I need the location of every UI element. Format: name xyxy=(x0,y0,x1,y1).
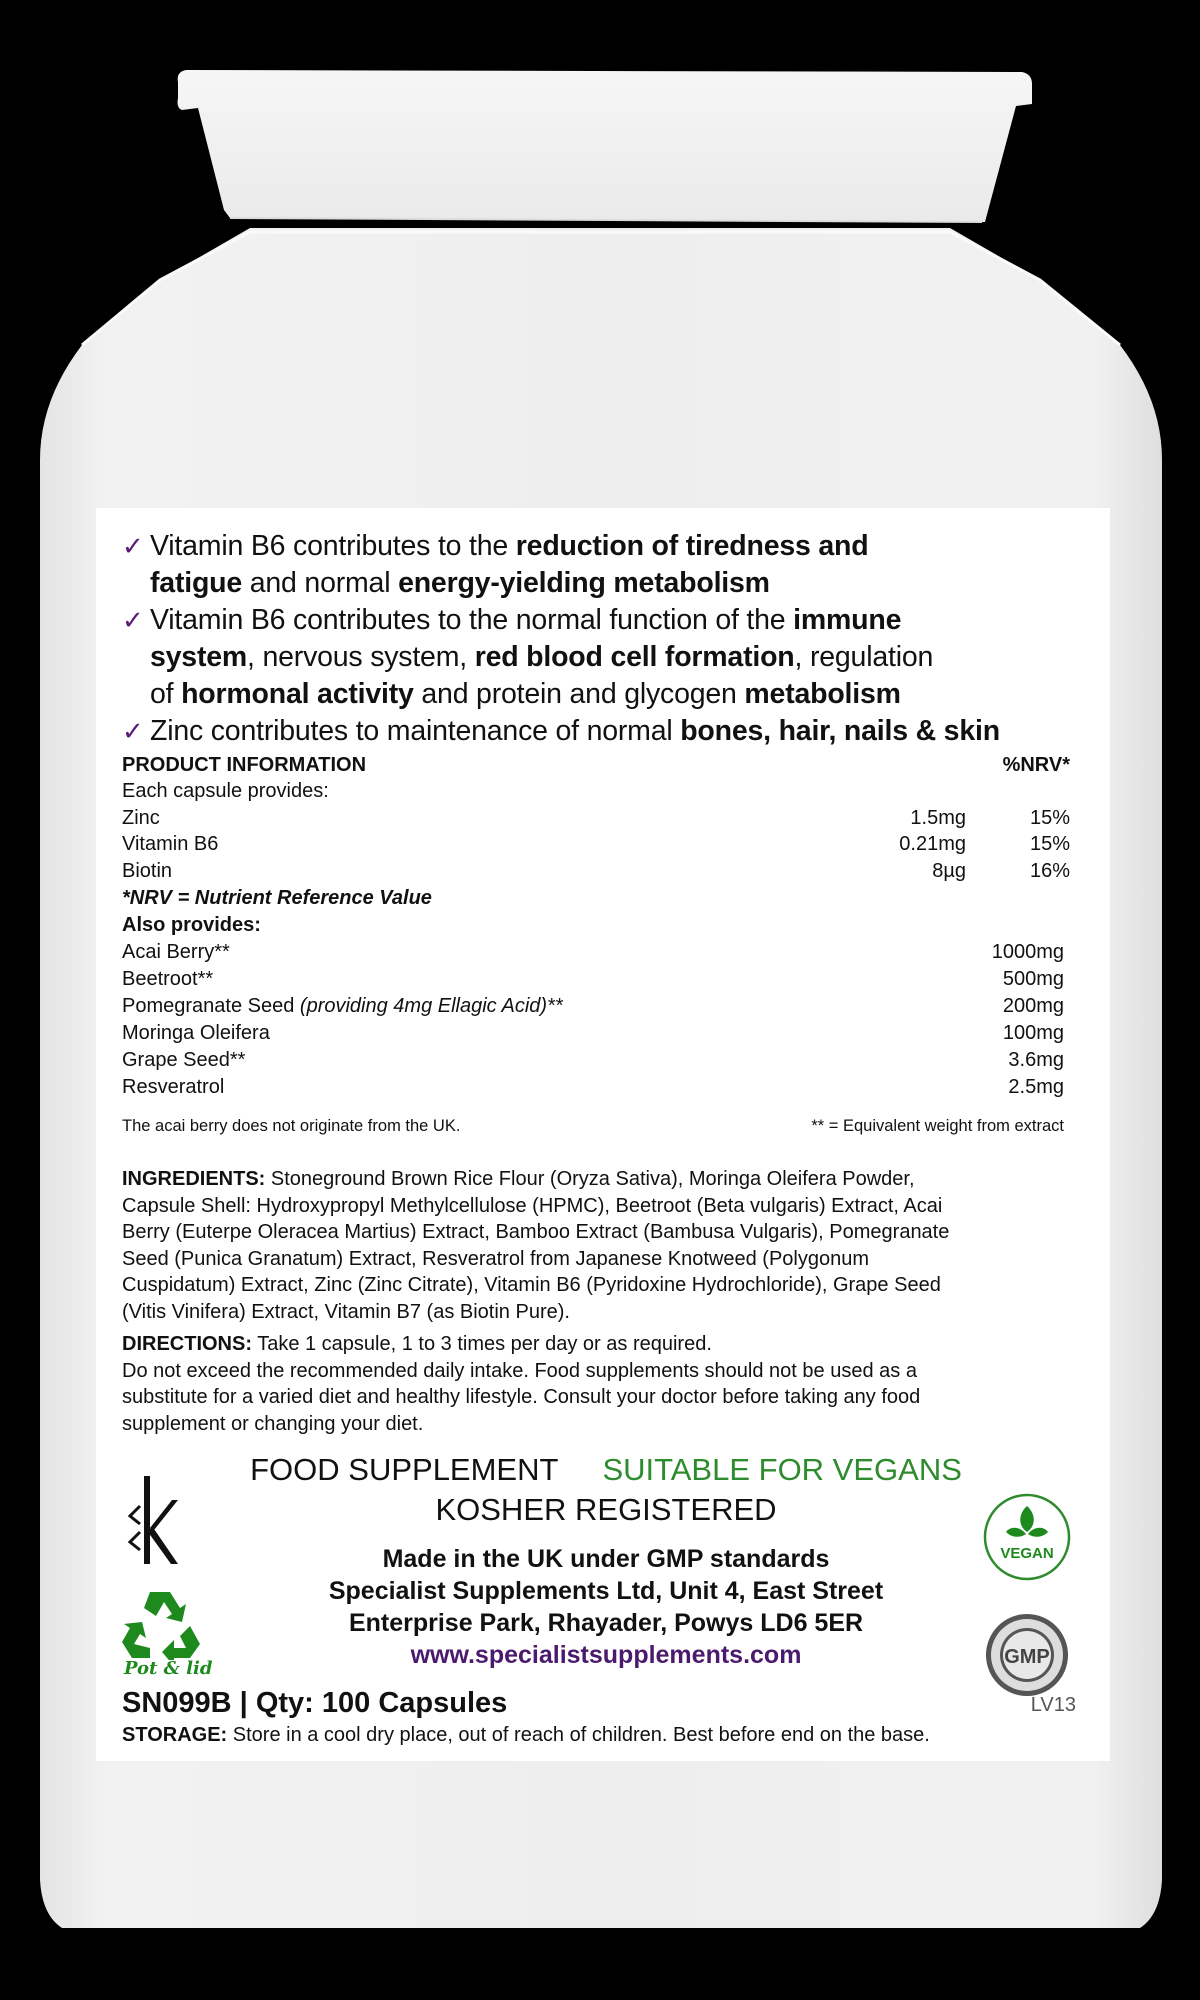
gmp-badge-text: GMP xyxy=(1004,1646,1050,1668)
claim-text: Zinc contributes to maintenance of normal xyxy=(150,715,681,747)
ingredients-section: INGREDIENTS: Stoneground Brown Rice Flour (Oryza Sativa), Moringa Oleifera Powder, Capsule Shell: Hydroxypropyl Methylcellulose (HPMC), Beetroot (Beta vulgaris) Extract, Acai Berry (Euterpe Oleracea Martius) Extract, Bamboo Extract (Bambusa Vulgaris), Pomegranate Seed (Punica Granatum) Extract, Resveratrol from Japanese Knotweed (Polygonum Cuspidatum) Extract, Zinc (Zinc Citrate), Vitamin B6 (Pyridoxine Hydrochloride), Grape Seed (Vitis Vinifera) Extract, Vitamin B7 (as Biotin Pure). xyxy=(122,1168,950,1323)
claim-text: Vitamin B6 contributes to the xyxy=(150,530,516,562)
claim-tiredness xyxy=(122,528,1102,602)
also-provides-row: Acai Berry** 1000mg xyxy=(122,941,1064,963)
checkmark-icon: ✓ xyxy=(122,605,144,635)
kosher-registered-text: KOSHER REGISTERED xyxy=(435,1492,777,1527)
vegan-badge-icon xyxy=(982,1492,1072,1582)
nutrient-row: Zinc 1.5mg 15% xyxy=(122,807,1070,829)
manufacturer-block xyxy=(246,1543,966,1671)
claim-bold: metabolism xyxy=(744,678,901,710)
product-info-header xyxy=(122,752,1070,778)
claim-text: of xyxy=(150,678,182,710)
claim-bold: red blood cell formation xyxy=(474,641,795,673)
claim-immune xyxy=(122,602,1102,713)
website-link[interactable]: www.specialistsupplements.com xyxy=(410,1641,802,1669)
recycle-caption: Pot & lid xyxy=(124,1658,213,1679)
each-capsule-label: Each capsule provides: xyxy=(122,780,329,802)
claim-bold: immune xyxy=(793,604,902,636)
nutrient-row: Vitamin B6 0.21mg 15% xyxy=(122,833,1070,855)
directions-label: DIRECTIONS: xyxy=(122,1333,252,1355)
product-info-title: PRODUCT INFORMATION xyxy=(122,754,367,776)
recycle-icon xyxy=(120,1586,204,1660)
claim-bold: reduction of tiredness and fatigue xyxy=(150,530,869,599)
kosher-k-icon xyxy=(126,1476,178,1566)
also-provides-row: Resveratrol 2.5mg xyxy=(122,1076,1064,1098)
address-line-2: Enterprise Park, Rhayader, Powys LD6 5ER xyxy=(348,1609,864,1637)
ingredients-label: INGREDIENTS: xyxy=(122,1168,266,1190)
gmp-badge-icon xyxy=(984,1612,1070,1698)
storage-text: STORAGE: Store in a cool dry place, out of reach of children. Best before end on the base. xyxy=(122,1724,930,1746)
label-version: LV13 xyxy=(1030,1694,1076,1716)
claim-text: and protein and glycogen xyxy=(413,678,745,710)
checkmark-icon: ✓ xyxy=(122,531,144,561)
claim-bold: hormonal activity xyxy=(181,678,414,710)
address-line-1: Specialist Supplements Ltd, Unit 4, East Street xyxy=(328,1577,884,1605)
also-provides-row: Moringa Oleifera 100mg xyxy=(122,1022,1064,1044)
directions-section: DIRECTIONS: Take 1 capsule, 1 to 3 times per day or as required. Do not exceed the recommended daily intake. Food supplements should not be used as a substitute for a varied diet and healthy lifestyle. Consult your doctor before taking any food supplement or changing your diet. xyxy=(122,1333,921,1435)
also-provides-row: Beetroot** 500mg xyxy=(122,968,1064,990)
origin-footnote: The acai berry does not originate from the UK. xyxy=(122,1117,461,1135)
product-code: SN099B | Qty: 100 Capsules xyxy=(122,1687,508,1719)
claim-bold: system xyxy=(150,641,248,673)
claim-bold: energy-yielding metabolism xyxy=(398,567,770,599)
extract-footnote: ** = Equivalent weight from extract xyxy=(811,1117,1064,1135)
suitable-for-vegans-text: SUITABLE FOR VEGANS xyxy=(602,1452,962,1487)
also-provides-title: Also provides: xyxy=(122,914,261,936)
supplement-vegan-line xyxy=(246,1452,966,1488)
claim-text: , nervous system, xyxy=(247,641,475,673)
product-label xyxy=(96,508,1110,1761)
claim-text: and normal xyxy=(242,567,399,599)
also-provides-row: Pomegranate Seed (providing 4mg Ellagic Acid)** 200mg xyxy=(122,995,1064,1017)
claim-bold: bones, hair, nails & skin xyxy=(680,715,1000,747)
checkmark-icon: ✓ xyxy=(122,716,144,746)
also-provides-row: Grape Seed** 3.6mg xyxy=(122,1049,1064,1071)
footnotes xyxy=(122,1113,1070,1139)
storage-label: STORAGE: xyxy=(122,1724,228,1746)
claim-zinc xyxy=(122,713,1102,750)
nutrient-row: Biotin 8µg 16% xyxy=(122,860,1070,882)
claim-text: , regulation xyxy=(794,641,934,673)
nrv-note: *NRV = Nutrient Reference Value xyxy=(122,887,432,909)
claim-text: Vitamin B6 contributes to the normal function of the xyxy=(150,604,794,636)
vegan-badge-text: VEGAN xyxy=(1000,1545,1054,1562)
gmp-standards-text: Made in the UK under GMP standards xyxy=(382,1545,830,1573)
bottle-cap xyxy=(178,70,1033,222)
nrv-column-header: %NRV* xyxy=(1002,754,1070,776)
food-supplement-text: FOOD SUPPLEMENT xyxy=(250,1452,559,1487)
